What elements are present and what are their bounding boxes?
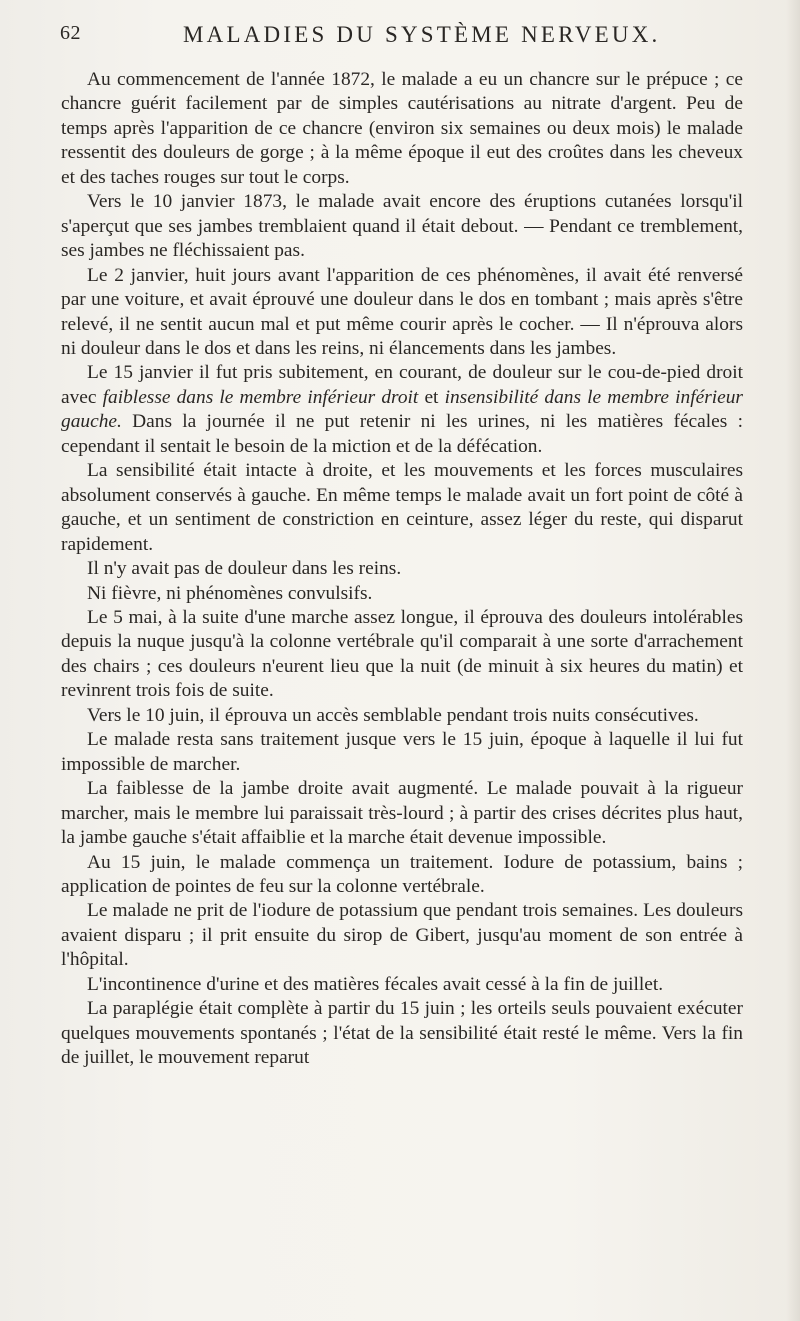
page-number: 62 <box>60 22 81 44</box>
page-edge-shadow <box>786 0 800 1321</box>
paragraph: Le malade ne prit de l'iodure de potassium que pendant trois semaines. Les douleurs avaient disparu ; il prit ensuite du sirop de Gibert, jusqu'au moment de son entrée à l'hôpital. <box>61 900 743 971</box>
running-title: MALADIES DU SYSTÈME NERVEUX. <box>183 22 661 47</box>
paragraph: L'incontinence d'urine et des matières fécales avait cessé à la fin de juillet. <box>87 973 664 995</box>
paragraph-text: Dans la journée il ne put retenir ni les urines, ni les matières fécales : cependant il sentait le besoin de la miction et de la défécation. <box>61 411 743 457</box>
page-header <box>60 22 750 62</box>
paragraph: Ni fièvre, ni phénomènes convulsifs. <box>87 582 373 604</box>
paragraph: La faiblesse de la jambe droite avait augmenté. Le malade pouvait à la rigueur marcher, mais le membre lui paraissait très-lourd ; à partir des crises décrites plus haut, la jambe gauche s'était affaiblie et la marche était devenue impossible. <box>61 778 743 849</box>
italic-phrase: faiblesse dans le membre inférieur droit <box>102 386 419 408</box>
paragraph: Le 2 janvier, huit jours avant l'apparition de ces phénomènes, il avait été renversé par une voiture, et avait éprouvé une douleur dans le dos en tombant ; mais après s'être relevé, il ne sentit aucun mal et put même courir après le cocher. — Il n'éprouva alors ni douleur dans le dos et dans les reins, ni élancements dans les jambes. <box>61 264 743 359</box>
paragraph: Au commencement de l'année 1872, le malade a eu un chancre sur le prépuce ; ce chancre guérit facilement par de simples cautérisations au nitrate d'argent. Peu de temps après l'apparition de ce chancre (environ six semaines ou deux mois) le malade ressentit des douleurs de gorge ; à la même époque il eut des croûtes dans les cheveux et des taches rouges sur tout le corps. <box>61 69 743 188</box>
paragraph: Le malade resta sans traitement jusque vers le 15 juin, époque à laquelle il lui fut impossible de marcher. <box>61 729 743 775</box>
paragraph: Vers le 10 juin, il éprouva un accès semblable pendant trois nuits consécutives. <box>87 704 699 726</box>
paragraph-text: et <box>424 386 439 408</box>
paragraph: La sensibilité était intacte à droite, et les mouvements et les forces musculaires absolument conservés à gauche. En même temps le malade avait un fort point de côté à gauche, et un sentiment de constriction en ceinture, assez léger du reste, qui disparut rapidement. <box>61 460 743 555</box>
paragraph: Il n'y avait pas de douleur dans les reins. <box>87 558 402 580</box>
paragraph: Au 15 juin, le malade commença un traitement. Iodure de potassium, bains ; application de pointes de feu sur la colonne vertébrale. <box>61 851 743 897</box>
paragraph: Vers le 10 janvier 1873, le malade avait encore des éruptions cutanées lorsqu'il s'aperçut que ses jambes tremblaient quand il était debout. — Pendant ce tremblement, ses jambes ne fléchissaient pas. <box>61 191 743 262</box>
paragraph-text: Le 15 janvier il fut pris subitement, en courant, de douleur sur le cou-de-pied droit avec <box>61 362 743 408</box>
paragraph: La paraplégie était complète à partir du 15 juin ; les orteils seuls pouvaient exécuter quelques mouvements spontanés ; l'état de la sensibilité était resté le même. Vers la fin de juillet, le mouvement reparut <box>61 998 743 1069</box>
paragraph-with-italics <box>61 361 743 459</box>
body-text <box>61 68 743 1071</box>
italic-phrase: insensibilité dans le membre inférieur gauche. <box>61 386 743 433</box>
paragraph: Le 5 mai, à la suite d'une marche assez longue, il éprouva des douleurs intolérables depuis la nuque jusqu'à la colonne vertébrale qu'il comparait à une sorte d'arrachement des chairs ; ces douleurs n'eurent lieu que la nuit (de minuit à six heures du matin) et revinrent trois fois de suite. <box>61 606 743 702</box>
